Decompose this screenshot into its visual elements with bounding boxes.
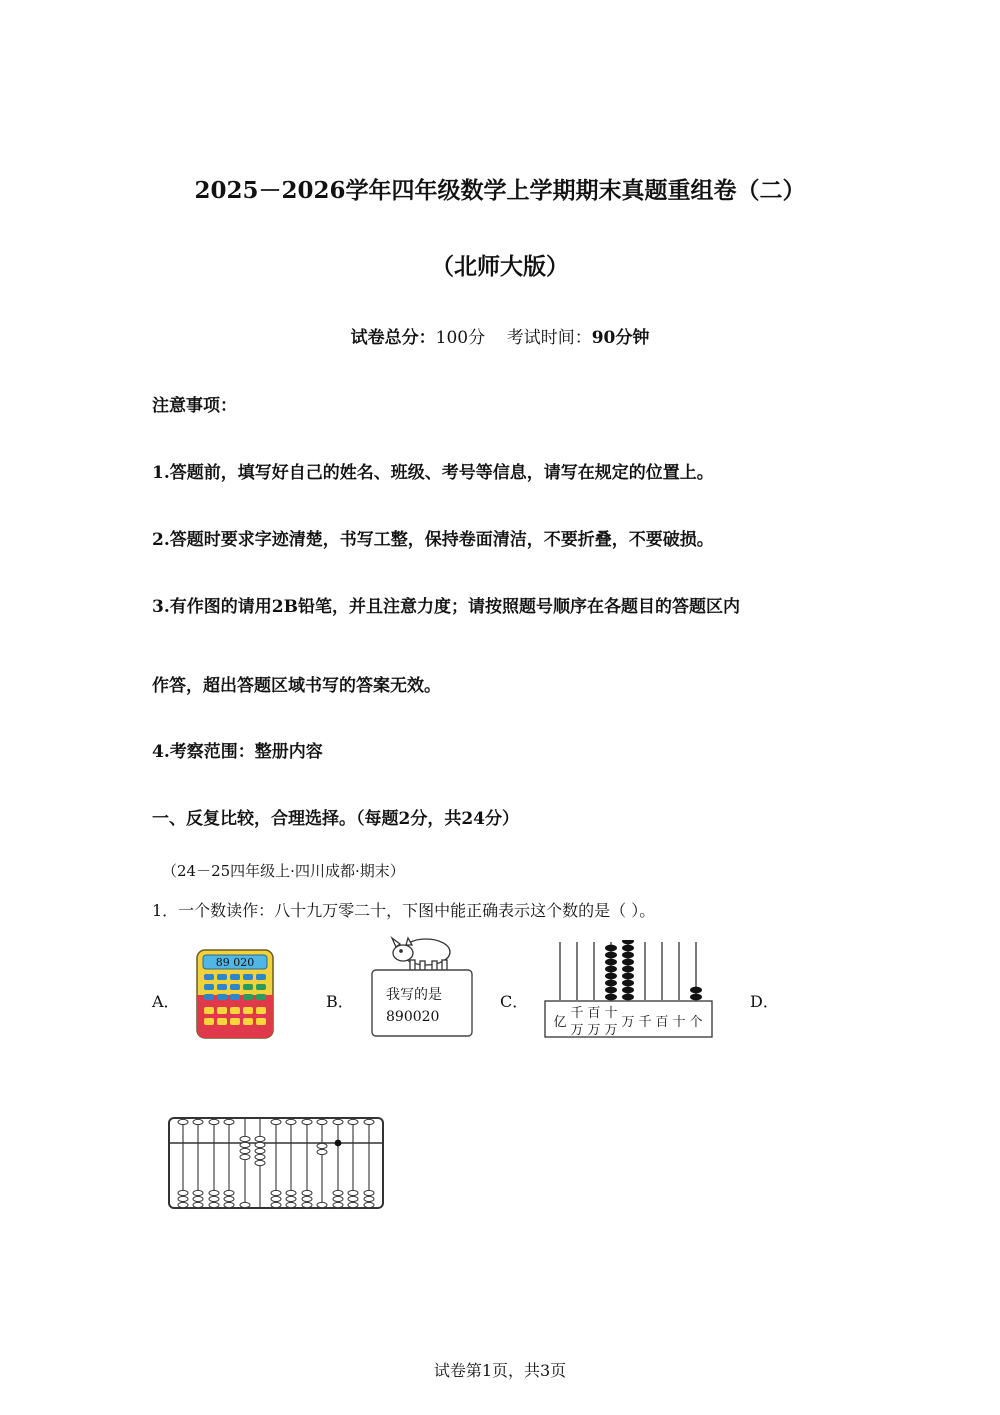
board-with-rhino-image — [370, 932, 474, 1038]
label-bai-wan-bottom: 万 — [587, 1023, 601, 1038]
option-a-label: A． — [152, 992, 180, 1011]
page-subtitle: （北师大版） — [431, 253, 569, 280]
exam-time-label: 考试时间： — [506, 328, 592, 348]
page-number: 试卷第1页，共3页 — [433, 1361, 567, 1380]
label-ge: 个 — [689, 1015, 703, 1030]
note-item-3-line1: 3.有作图的请用2B铅笔，并且注意力度；请按照题号顺序在各题目的答题区内 — [152, 597, 740, 617]
page-title: 2025－2026学年四年级数学上学期期末真题重组卷（二） — [194, 177, 806, 204]
note-item-4: 4.考察范围：整册内容 — [152, 742, 323, 762]
exam-time-value: 90分钟 — [591, 328, 650, 348]
board-line-1: 我写的是 — [386, 987, 442, 1003]
label-shi-wan-top: 十 — [604, 1006, 618, 1021]
counting-frame-image — [543, 940, 715, 1040]
notes-heading: 注意事项： — [152, 396, 237, 416]
question-source: （24－25四年级上·四川成都·期末） — [162, 862, 405, 880]
section-1-heading: 一、反复比较，合理选择。（每题2分，共24分） — [152, 809, 519, 829]
option-d-label: D． — [750, 992, 779, 1011]
abacus-image — [166, 1115, 386, 1213]
calculator-image — [196, 949, 274, 1039]
label-wan: 万 — [621, 1015, 635, 1030]
label-qian-wan-top: 千 — [570, 1006, 584, 1021]
label-bai-wan-top: 百 — [587, 1006, 601, 1021]
label-yi: 亿 — [553, 1015, 567, 1030]
board-line-2: 890020 — [386, 1009, 440, 1025]
option-b-label: B． — [326, 992, 354, 1011]
label-shi-wan-bottom: 万 — [604, 1023, 618, 1038]
total-score-label: 试卷总分： — [350, 328, 436, 348]
note-item-3-line2: 作答，超出答题区域书写的答案无效。 — [152, 676, 441, 696]
label-bai: 百 — [655, 1015, 669, 1030]
total-score-value: 100分 — [435, 328, 486, 348]
exam-meta — [0, 323, 1000, 348]
rhino-icon — [392, 938, 450, 970]
question-1-text: 1．一个数读作：八十九万零二十，下图中能正确表示这个数的是（ ）。 — [152, 901, 656, 920]
option-c-label: C． — [500, 992, 529, 1011]
note-item-2: 2.答题时要求字迹清楚，书写工整，保持卷面清洁，不要折叠，不要破损。 — [152, 530, 714, 550]
label-qian-wan-bottom: 万 — [570, 1023, 584, 1038]
note-item-1: 1.答题前，填写好自己的姓名、班级、考号等信息，请写在规定的位置上。 — [152, 463, 714, 483]
label-shi: 十 — [672, 1015, 686, 1030]
calculator-display: 89 020 — [215, 956, 255, 969]
label-qian: 千 — [638, 1015, 652, 1030]
